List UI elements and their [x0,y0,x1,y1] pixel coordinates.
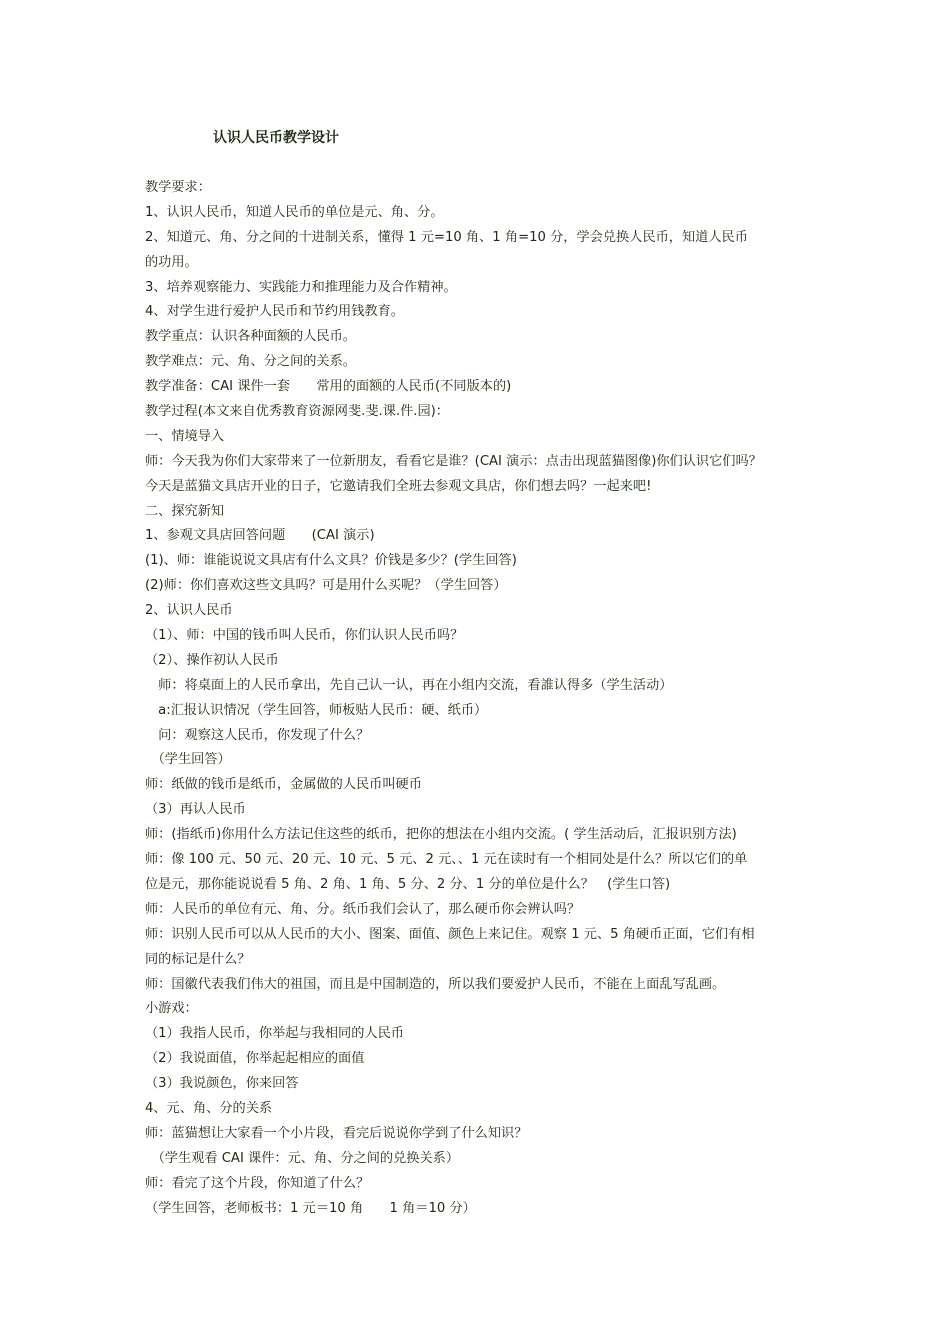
text-line: 4、对学生进行爱护人民币和节约用钱教育。 [145,304,404,320]
text-line: 1、参观文具店回答问题 (CAI 演示) [145,528,375,544]
text-line: 同的标记是什么？ [145,951,251,967]
text-line: 2、认识人民币 [145,603,233,619]
text-line: 问：观察这人民币，你发现了什么？ [145,727,370,743]
document-body [145,176,825,1221]
text-line: 2、知道元、角、分之间的十进制关系，懂得 1 元=10 角、1 角=10 分，学会兑换人民币，知道人民币 [145,229,748,245]
text-line: (1)、师：谁能说说文具店有什么文具？价钱是多少？(学生回答) [145,553,517,569]
text-line: 教学过程(本文来自优秀教育资源网斐.斐.课.件.园)： [145,404,449,420]
text-line: 小游戏： [145,1001,198,1017]
text-line: （1）、师：中国的钱币叫人民币，你们认识人民币吗？ [145,628,464,644]
text-line: 师：蓝猫想让大家看一个小片段，看完后说说你学到了什么知识？ [145,1125,528,1141]
text-line: 师：国徽代表我们伟大的祖国，而且是中国制造的，所以我们要爱护人民币，不能在上面乱写乱画。 [145,976,726,992]
text-line: 师：识别人民币可以从人民币的大小、图案、面值、颜色上来记住。观察 1 元、5 角硬币正面，它们有相 [145,926,755,942]
text-line: 位是元，那你能说说看 5 角、2 角、1 角、5 分、2 分、1 分的单位是什么？ (学生口答) [145,876,671,892]
text-line: 教学难点：元、角、分之间的关系。 [145,354,356,370]
text-line: （2）、操作初认人民币 [145,652,279,668]
text-line: 师：今天我为你们大家带来了一位新朋友，看看它是谁？(CAI 演示：点击出现蓝猫图像)你们认识它们吗？ [145,453,762,469]
text-line: （1）我指人民币，你举起与我相同的人民币 [145,1026,404,1042]
text-line: （2）我说面值，你举起起相应的面值 [145,1051,365,1067]
text-line: (2)师：你们喜欢这些文具吗？可是用什么买呢？（学生回答） [145,578,507,594]
text-line: 教学要求： [145,180,211,195]
document-title: 认识人民币教学设计 [213,130,339,146]
text-line: 1、认识人民币，知道人民币的单位是元、角、分。 [145,204,444,220]
text-line: 4、元、角、分的关系 [145,1100,273,1116]
text-line: 二、探究新知 [145,503,225,519]
text-line: 今天是蓝猫文具店开业的日子，它邀请我们全班去参观文具店，你们想去吗？一起来吧! [145,478,652,494]
text-line: （学生回答） [145,752,231,768]
text-line: 教学准备：CAI 课件一套 常用的面额的人民币(不同版本的) [145,379,512,395]
text-line: 师：纸做的钱币是纸币，金属做的人民币叫硬币 [145,777,422,793]
text-line: （学生回答，老师板书：1 元＝10 角 1 角＝10 分） [145,1200,476,1216]
text-line: 师：人民币的单位有元、角、分。纸币我们会认了，那么硬币你会辨认吗？ [145,901,581,917]
text-line: 师：看完了这个片段，你知道了什么？ [145,1175,370,1191]
text-line: 师：像 100 元、50 元、20 元、10 元、5 元、2 元、、1 元在读时有一个相同处是什么？所以它们的单 [145,852,748,868]
text-line: 师：将桌面上的人民币拿出，先自己认一认，再在小组内交流，看誰认得多（学生活动） [145,677,673,693]
text-line: 教学重点：认识各种面额的人民币。 [145,329,356,345]
text-line: 一、情境导入 [145,428,225,444]
text-line: a:汇报认识情况（学生回答，师板贴人民币：硬、纸币） [145,702,488,718]
text-line: （3）再认人民币 [145,802,246,818]
text-line: 师：(指纸币)你用什么方法记住这些的纸币，把你的想法在小组内交流。( 学生活动后，汇报识别方法) [145,827,737,843]
text-line: 的功用。 [145,254,198,270]
text-line: （3）我说颜色，你来回答 [145,1076,299,1092]
text-line: （学生观看 CAI 课件：元、角、分之间的兑换关系） [145,1150,460,1166]
text-line: 3、培养观察能力、实践能力和推理能力及合作精神。 [145,279,457,295]
